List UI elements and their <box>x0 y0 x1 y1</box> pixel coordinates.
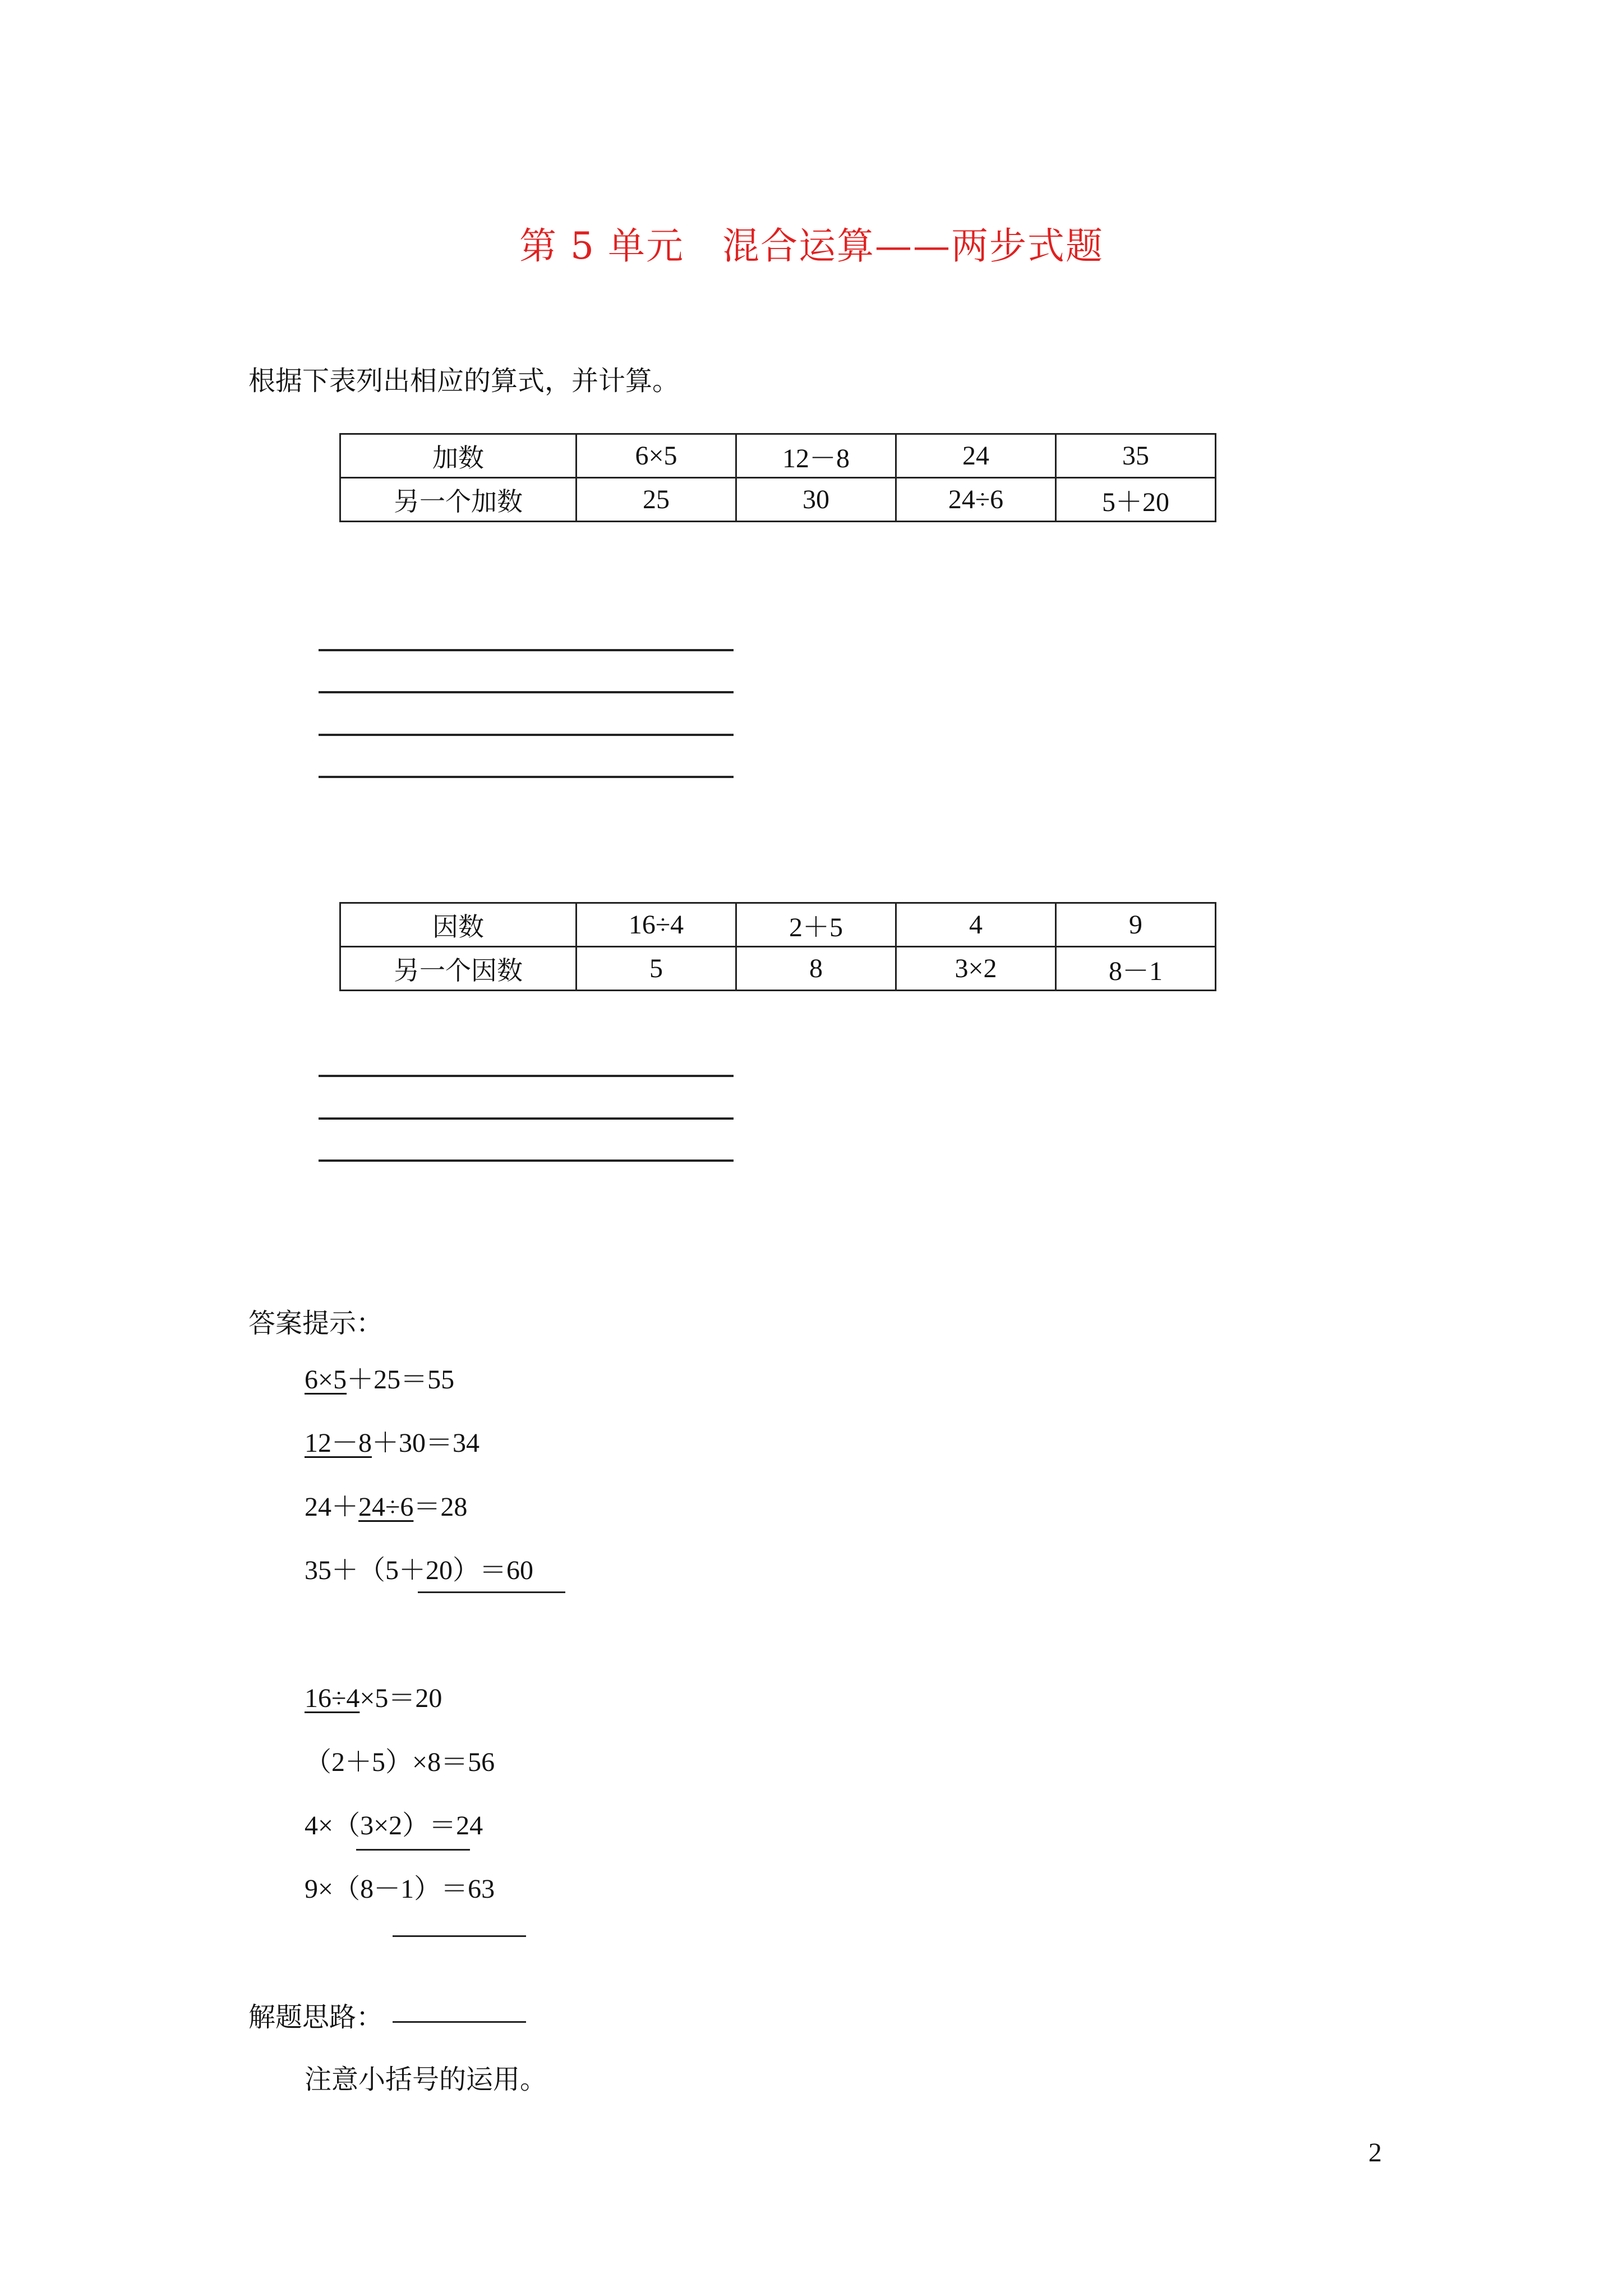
table-header-cell: 另一个因数 <box>340 947 577 991</box>
underlined-step: 16÷4 <box>305 1683 360 1713</box>
table-cell: 9 <box>1056 903 1216 947</box>
table-cell: 24÷6 <box>896 478 1056 522</box>
table-row <box>340 478 1216 522</box>
factor-table <box>339 902 1216 991</box>
approach-text: 注意小括号的运用。 <box>305 2065 547 2095</box>
answer-prefix: 4×（3×2）＝24 <box>305 1811 483 1841</box>
step-underline <box>356 1849 470 1851</box>
answer-blank-line[interactable] <box>319 734 734 736</box>
step-underline <box>418 1591 565 1593</box>
page-number: 2 <box>1368 2138 1382 2168</box>
answer-blank-line[interactable] <box>319 1159 734 1162</box>
answer-line <box>305 1358 454 1396</box>
answer-rest: ＋30＝34 <box>372 1428 480 1458</box>
table-header-cell: 加数 <box>340 434 577 478</box>
table-cell: 5 <box>577 947 736 991</box>
approach-label: 解题思路： <box>248 2001 384 2033</box>
answer-blank-line[interactable] <box>319 776 734 778</box>
answers-label: 答案提示： <box>248 1308 384 1339</box>
answer-blank-line[interactable] <box>319 1075 734 1077</box>
answer-blank-line[interactable] <box>319 691 734 693</box>
table-cell: 2＋5 <box>736 903 896 947</box>
table-cell: 12－8 <box>736 434 896 478</box>
underlined-step: 12－8 <box>305 1428 372 1458</box>
answer-line <box>305 1548 533 1587</box>
answer-prefix: 9×（8－1）＝63 <box>305 1874 495 1904</box>
step-underline <box>393 1935 526 1937</box>
answer-blank-line[interactable] <box>319 1117 734 1120</box>
table-cell: 8－1 <box>1056 947 1216 991</box>
table-cell: 4 <box>896 903 1056 947</box>
table-cell: 5＋20 <box>1056 478 1216 522</box>
answer-rest: ＝28 <box>413 1492 468 1522</box>
underlined-step: 24÷6 <box>358 1492 414 1522</box>
answer-rest: ＋25＝55 <box>347 1365 455 1395</box>
answer-line <box>305 1485 467 1524</box>
answer-line <box>305 1740 495 1779</box>
table-header-cell: 另一个加数 <box>340 478 577 522</box>
answer-line <box>305 1676 442 1715</box>
answer-prefix: 35＋（5＋20）＝60 <box>305 1556 534 1585</box>
answer-rest: ×5＝20 <box>359 1683 442 1713</box>
underlined-step: 6×5 <box>305 1365 347 1395</box>
table-row <box>340 434 1216 478</box>
answer-line <box>305 1803 483 1842</box>
page-title: 第 5 单元 混合运算——两步式题 <box>519 224 1104 268</box>
table-cell: 8 <box>736 947 896 991</box>
table-cell: 16÷4 <box>577 903 736 947</box>
instruction-text: 根据下表列出相应的算式，并计算。 <box>248 365 680 397</box>
table-row <box>340 903 1216 947</box>
table-cell: 35 <box>1056 434 1216 478</box>
answer-blank-line[interactable] <box>319 649 734 651</box>
answer-prefix: （2＋5）×8＝56 <box>305 1747 495 1777</box>
addend-table <box>339 433 1216 522</box>
table-cell: 6×5 <box>577 434 736 478</box>
answer-line <box>305 1867 495 1906</box>
table-cell: 3×2 <box>896 947 1056 991</box>
table-cell: 24 <box>896 434 1056 478</box>
step-underline <box>393 2021 526 2023</box>
table-header-cell: 因数 <box>340 903 577 947</box>
answer-line <box>305 1421 479 1460</box>
table-cell: 30 <box>736 478 896 522</box>
table-cell: 25 <box>577 478 736 522</box>
answer-prefix: 24＋ <box>305 1492 359 1522</box>
table-row <box>340 947 1216 991</box>
